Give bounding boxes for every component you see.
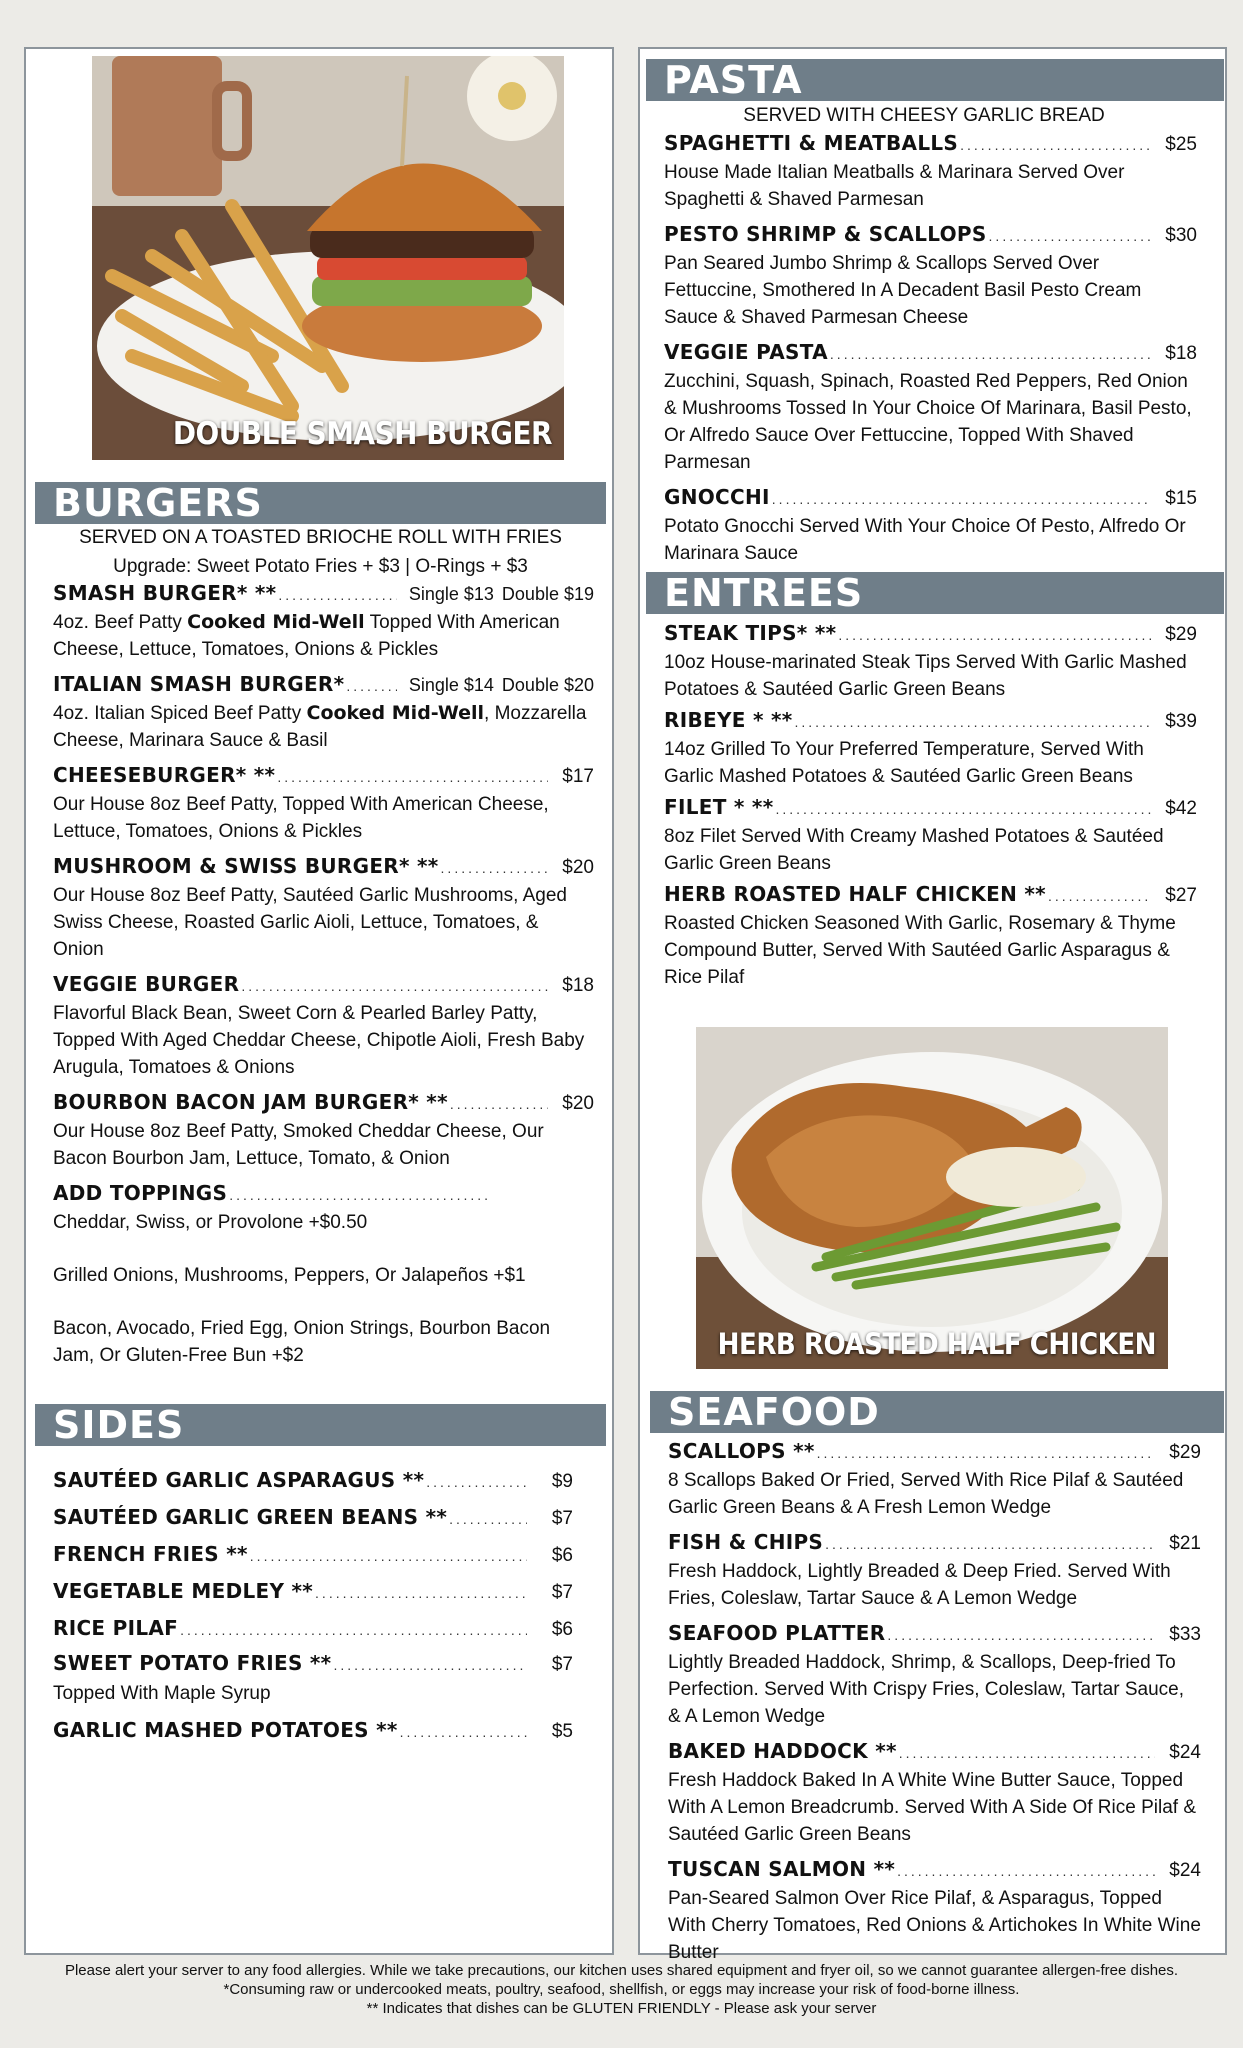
item-name: SCALLOPS ** [668,1439,815,1463]
item-description: Our House 8oz Beef Patty, Topped With American Cheese, Lettuce, Tomatoes, Onions & Pickles [53,794,549,842]
side-item: FRENCH FRIES ** ..... $6 [53,1537,573,1574]
side-item: VEGETABLE MEDLEY ** ..... $7 [53,1574,573,1611]
item-name: GNOCCHI [664,485,770,509]
entree-item [664,620,1197,703]
entrees-list [664,620,1197,999]
item-description: Our House 8oz Beef Patty, Sautéed Garlic Mushrooms, Aged Swiss Cheese, Roasted Garlic Aioli, Lettuce, Tomatoes, & Onion [53,885,567,960]
seafood-item [668,1856,1201,1966]
allergy-footer [0,1961,1243,2018]
item-description: 10oz House-marinated Steak Tips Served With Garlic Mashed Potatoes & Sautéed Garlic Green Beans [664,652,1187,700]
item-price: $24 [1169,1860,1201,1881]
pasta-item [664,484,1197,567]
right-menu-column [638,47,1227,1963]
burger-item-smash [53,580,594,663]
side-item: RICE PILAF ..... $6 [53,1611,573,1648]
double-price: Double $19 [501,584,594,604]
item-name: FILET * ** [664,795,774,819]
seafood-item [668,1620,1201,1730]
sides-list [53,1463,573,1750]
seafood-section-header: SEAFOOD [650,1391,1224,1433]
item-name: VEGGIE PASTA [664,340,828,364]
toppings-block [53,1180,594,1369]
side-item: SAUTÉED GARLIC ASPARAGUS ** ..... $9 [53,1463,573,1500]
footer-raw-food-warning: *Consuming raw or undercooked meats, poultry, seafood, shellfish, or eggs may increase your risk of food-borne illness. [223,1981,1020,1998]
item-price: $18 [1165,343,1197,364]
side-item: GARLIC MASHED POTATOES ** ..... $5 [53,1713,573,1750]
item-name: ITALIAN SMASH BURGER* [53,672,345,696]
item-name: SEAFOOD PLATTER [668,1621,886,1645]
burgers-subtitle: SERVED ON A TOASTED BRIOCHE ROLL WITH FRIES [79,527,562,548]
item-description: House Made Italian Meatballs & Marinara Served Over Spaghetti & Shaved Parmesan [664,162,1125,210]
item-name: BAKED HADDOCK ** [668,1739,897,1763]
burger-photo-caption: DOUBLE SMASH BURGER [172,416,552,452]
item-price: $21 [1169,1533,1201,1554]
pasta-item [664,221,1197,331]
item-description: Potato Gnocchi Served With Your Choice Of Pesto, Alfredo Or Marinara Sauce [664,516,1186,564]
item-description: 4oz. Italian Spiced Beef Patty Cooked Mid-Well, Mozzarella Cheese, Marinara Sauce & Basil [53,702,587,751]
burgers-list [53,580,594,1377]
item-name: MUSHROOM & SWISS BURGER* ** [53,854,439,878]
item-name: SPAGHETTI & MEATBALLS [664,131,959,155]
item-name: ADD TOPPINGS [53,1181,228,1205]
leader-dots [278,581,396,609]
item-price: $15 [1165,488,1197,509]
item-description: Lightly Breaded Haddock, Shrimp, & Scallops, Deep-fried To Perfection. Served With Crispy Fries, Coleslaw, Tartar Sauce, & A Lemon Wedge [668,1652,1185,1727]
item-name: CHEESEBURGER* ** [53,763,276,787]
left-menu-column [24,47,614,1955]
seafood-item [668,1438,1201,1521]
burger-item [53,1089,594,1172]
chicken-photo [696,1027,1168,1369]
side-item: SWEET POTATO FRIES ** ..... $7 [53,1648,573,1680]
item-name: BOURBON BACON JAM BURGER* ** [53,1090,448,1114]
item-name: TUSCAN SALMON ** [668,1857,896,1881]
chicken-photo-illustration [696,1027,1168,1369]
seafood-item [668,1738,1201,1848]
item-price: $39 [1165,711,1197,732]
leader-dots [346,672,396,700]
item-price: $20 [562,857,594,878]
entree-item [664,881,1197,991]
footer-allergy-note: Please alert your server to any food allergies. While we take precautions, our kitchen uses shared equipment and fryer oil, so we cannot guarantee allergen-free dishes. [64,1962,1179,1979]
item-description: 14oz Grilled To Your Preferred Temperature, Served With Garlic Mashed Potatoes & Sautéed Garlic Green Beans [664,739,1144,787]
item-price: $24 [1169,1742,1201,1763]
item-price: $42 [1165,798,1197,819]
item-name: HERB ROASTED HALF CHICKEN ** [664,882,1046,906]
entrees-section-header: ENTREES [646,572,1224,614]
item-description: 8 Scallops Baked Or Fried, Served With Rice Pilaf & Sautéed Garlic Green Beans & A Fresh Lemon Wedge [668,1470,1184,1518]
pasta-subtitle: SERVED WITH CHEESY GARLIC BREAD [743,105,1105,126]
item-price: $30 [1165,225,1197,246]
pasta-list [664,130,1197,575]
seafood-list [668,1438,1201,1974]
item-price: $20 [562,1093,594,1114]
item-price: $27 [1165,885,1197,906]
topping-line: Cheddar, Swiss, or Provolone +$0.50 [53,1212,368,1233]
item-price: $17 [562,766,594,787]
pasta-item [664,130,1197,213]
item-name: VEGGIE BURGER [53,972,240,996]
item-description: Pan Seared Jumbo Shrimp & Scallops Served Over Fettuccine, Smothered In A Decadent Basil Pesto Cream Sauce & Shaved Parmesan Cheese [664,253,1142,328]
item-name: FISH & CHIPS [668,1530,824,1554]
side-item: SAUTÉED GARLIC GREEN BEANS ** ..... $7 [53,1500,573,1537]
chicken-photo-caption: HERB ROASTED HALF CHICKEN [717,1327,1156,1361]
burgers-section-header: BURGERS [35,482,606,524]
item-price: $18 [562,975,594,996]
side-item-description: Topped With Maple Syrup [53,1683,271,1704]
item-description: Zucchini, Squash, Spinach, Roasted Red Peppers, Red Onion & Mushrooms Tossed In Your Choice Of Marinara, Basil Pesto, Or Alfredo Sauce Over Fettuccine, Topped With Shaved Parmesan [664,371,1192,473]
item-price: $29 [1165,624,1197,645]
topping-line: Bacon, Avocado, Fried Egg, Onion Strings, Bourbon Bacon Jam, Or Gluten-Free Bun +$2 [53,1318,551,1366]
burger-item [53,762,594,845]
sides-section-header: SIDES [35,1404,606,1446]
item-description: Fresh Haddock Baked In A White Wine Butter Sauce, Topped With A Lemon Breadcrumb. Served With A Side Of Rice Pilaf & Sautéed Garlic Green Beans [668,1770,1197,1845]
item-name: STEAK TIPS* ** [664,621,837,645]
topping-line: Grilled Onions, Mushrooms, Peppers, Or Jalapeños +$1 [53,1265,526,1286]
item-name: SMASH BURGER* ** [53,581,277,605]
item-name: RIBEYE * ** [664,708,793,732]
item-description: Roasted Chicken Seasoned With Garlic, Rosemary & Thyme Compound Butter, Served With Sautéed Garlic Asparagus & Rice Pilaf [664,913,1176,988]
item-price: $33 [1169,1624,1201,1645]
burger-photo-illustration [92,56,564,460]
item-description: Fresh Haddock, Lightly Breaded & Deep Fried. Served With Fries, Coleslaw, Tartar Sauce & A Lemon Wedge [668,1561,1171,1609]
burgers-upgrade-note: Upgrade: Sweet Potato Fries + $3 | O-Rings + $3 [113,556,528,577]
item-name: PESTO SHRIMP & SCALLOPS [664,222,987,246]
double-price: Double $20 [501,675,594,695]
item-description: 8oz Filet Served With Creamy Mashed Potatoes & Sautéed Garlic Green Beans [664,826,1164,874]
burger-item-italian-smash [53,671,594,754]
pasta-section-header: PASTA [646,59,1224,101]
burger-item [53,971,594,1081]
pasta-item [664,339,1197,476]
single-price: Single $14 [408,675,494,695]
seafood-item [668,1529,1201,1612]
item-price: $25 [1165,134,1197,155]
entree-item [664,707,1197,790]
single-price: Single $13 [408,584,494,604]
footer-gluten-note: ** Indicates that dishes can be GLUTEN FRIENDLY - Please ask your server [366,2000,877,2017]
item-description: Flavorful Black Bean, Sweet Corn & Pearled Barley Patty, Topped With Aged Cheddar Cheese, Chipotle Aioli, Fresh Baby Arugula, Tomatoes & Onions [53,1003,585,1078]
item-description: 4oz. Beef Patty Cooked Mid-Well Topped With American Cheese, Lettuce, Tomatoes, Onions & Pickles [53,611,560,660]
item-price: $29 [1169,1442,1201,1463]
item-description: Pan-Seared Salmon Over Rice Pilaf, & Asparagus, Topped With Cherry Tomatoes, Red Onions & Artichokes In White Wine Butter [668,1888,1201,1963]
entree-item [664,794,1197,877]
item-description: Our House 8oz Beef Patty, Smoked Cheddar Cheese, Our Bacon Bourbon Jam, Lettuce, Tomato, & Onion [53,1121,544,1169]
burger-photo [92,56,564,460]
burger-item [53,853,594,963]
